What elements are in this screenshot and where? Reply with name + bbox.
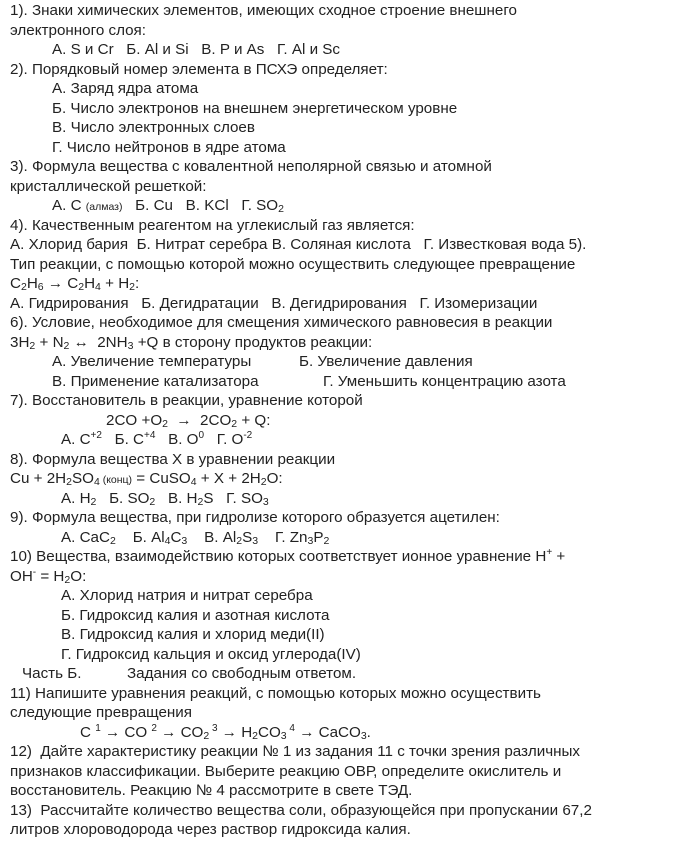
q8-option-d: Г. SO — [226, 489, 263, 507]
q11-chain-part: → CO — [156, 723, 204, 741]
q9-option-a: А. CaC — [61, 528, 110, 546]
q3-option-a: А. С — [52, 197, 82, 214]
q5-eq-part: H — [26, 275, 38, 292]
q9-option-c: В. Al — [204, 528, 237, 546]
q8-eq-part: = CuSO — [132, 470, 191, 487]
q9-option-b: Б. Al — [132, 528, 165, 546]
q6-options-row2 — [10, 372, 675, 392]
q10-option-d: Г. Гидроксид кальция и оксид углерода(IV) — [61, 645, 361, 663]
q5-eq-sub: 2 — [129, 281, 136, 293]
q10-stem-sup: - — [32, 566, 37, 578]
q11-chain-sub: 2 — [252, 729, 259, 742]
q10-stem-part: = H — [36, 567, 65, 585]
q2-stem: 2). Порядковый номер элемента в ПСХЭ определяет: — [10, 60, 388, 78]
q7-option-a: А. C — [61, 431, 91, 448]
q10-stem-line1 — [10, 547, 675, 567]
q9-option-c-sub: 2 — [236, 534, 243, 547]
q10-stem-line2 — [10, 567, 675, 587]
q11-chain — [10, 723, 675, 743]
q6-option-b: Б. Увеличение давления — [299, 353, 473, 370]
q11-chain-part: → CO — [100, 723, 152, 741]
q7-option-b: Б. C — [114, 431, 144, 448]
q2-option-b: Б. Число электронов на внешнем энергетическом уровне — [52, 99, 458, 117]
q6-stem: 6). Условие, необходимое для смещения химического равновесия в реакции — [10, 314, 553, 331]
q13-line1: 13) Рассчитайте количество вещества соли, образующейся при пропускании 67,2 — [10, 801, 592, 819]
q2-option-a: А. Заряд ядра атома — [52, 80, 199, 97]
q8-eq-sub: 2 — [260, 476, 267, 488]
q4-options: А. Хлорид бария Б. Нитрат серебра В. Соляная кислота Г. Известковая вода 5). — [10, 236, 587, 253]
q10-stem-part: 10) Вещества, взаимодействию которых соответствует ионное уравнение H — [10, 548, 547, 565]
q1-options: А. S и Cr Б. Al и Si В. P и As Г. Al и Sc — [52, 41, 340, 58]
q6-eq-sub: 3 — [127, 339, 134, 352]
q7-option-d: Г. O — [216, 431, 244, 448]
q8-eq-part: Cu + 2H — [10, 470, 67, 487]
q12-line3: восстановитель. Реакцию № 4 рассмотрите в свете ТЭД. — [10, 782, 413, 799]
q9-option-d-mid: P — [313, 528, 324, 546]
q8-option-d-sub: 3 — [262, 495, 269, 508]
q6-option-a: А. Увеличение температуры — [52, 353, 252, 370]
q3-sub: 2 — [278, 203, 284, 215]
q3-options-rest: Б. Cu В. KCl Г. SO — [135, 197, 279, 214]
q9-option-b-sub: 3 — [181, 534, 188, 547]
q3-options — [10, 196, 675, 216]
q9-option-a-sub: 2 — [109, 534, 116, 547]
q10-option-b: Б. Гидроксид калия и азотная кислота — [61, 606, 330, 624]
q9-option-d: Г. Zn — [274, 528, 308, 546]
q5-eq-arrow: → — [43, 275, 68, 292]
q11-step-number: 1 — [95, 722, 101, 734]
q8-equation — [10, 469, 675, 489]
q8-option-a: А. H — [61, 489, 91, 507]
q7-eq-sub: 2 — [162, 417, 168, 430]
q5-eq-part: : — [135, 275, 140, 292]
q2-option-d: Г. Число нейтронов в ядре атома — [52, 138, 286, 156]
q5-eq-part: + H — [100, 275, 130, 292]
q11-chain-part: → CaCO — [294, 723, 361, 741]
q8-eq-sub: 4 — [93, 476, 100, 488]
q11-stem-line1: 11) Напишите уравнения реакций, с помощью которых можно осуществить — [10, 684, 541, 702]
q11-chain-sub: 3 — [280, 729, 287, 742]
q1-stem-line2: электронного слоя: — [10, 21, 146, 39]
q10-stem-part: O: — [70, 567, 87, 585]
q3-stem-line1: 3). Формула вещества с ковалентной неполярной связью и атомной — [10, 158, 492, 175]
q1-stem-line1: 1). Знаки химических элементов, имеющих сходное строение внешнего — [10, 2, 517, 19]
q8-eq-sub: 4 — [190, 476, 197, 488]
q5-eq-sub: 2 — [20, 281, 27, 293]
q9-option-c-sub: 3 — [252, 534, 259, 547]
q5-equation — [10, 274, 675, 294]
q10-stem-sub: 2 — [64, 573, 71, 586]
q11-chain-sub: 3 — [360, 729, 367, 742]
q7-equation — [10, 411, 675, 431]
q3-stem-line2: кристаллической решеткой: — [10, 177, 207, 195]
q7-options — [10, 430, 675, 450]
q8-eq-part: + X + 2H — [196, 470, 261, 487]
q6-option-d: Г. Уменьшить концентрацию азота — [323, 372, 566, 390]
q8-option-b: Б. SO — [109, 489, 150, 507]
q9-option-b-sub: 4 — [164, 534, 171, 547]
q5-stem: Тип реакции, с помощью которой можно осуществить следующее превращение — [10, 255, 576, 273]
q9-option-d-sub: 2 — [323, 534, 330, 547]
q12-line2: признаков классификации. Выберите реакцию ОВР, определите окислитель и — [10, 762, 562, 780]
q11-chain-sub: 2 — [203, 729, 210, 742]
q5-eq-part: H — [84, 275, 96, 292]
q7-eq-part: 2CO +O — [106, 411, 163, 429]
q8-eq-part: SO — [71, 470, 94, 487]
q9-stem: 9). Формула вещества, при гидролизе которого образуется ацетилен: — [10, 509, 500, 526]
q6-eq-part: +Q в сторону продуктов реакции: — [133, 333, 373, 351]
q5-eq-part: C — [10, 275, 21, 292]
q8-option-b-sub: 2 — [149, 495, 156, 508]
q7-option-a-sup: +2 — [90, 430, 102, 441]
q4-stem: 4). Качественным реагентом на углекислый газ является: — [10, 216, 415, 234]
q8-option-c-sub: 2 — [197, 495, 204, 508]
q8-eq-sub: 2 — [66, 476, 72, 488]
q9-option-d-sub: 3 — [307, 534, 314, 547]
q8-eq-part: O: — [266, 470, 283, 487]
q11-chain-part: CO — [258, 723, 281, 741]
q9-option-c-mid: S — [242, 528, 253, 546]
q8-option-c-tail: S — [203, 489, 214, 507]
q8-options — [10, 489, 675, 509]
q11-chain-part: . — [366, 723, 371, 741]
q6-eq-sub: 2 — [29, 339, 36, 352]
q7-eq-part: → 2CO — [167, 411, 232, 429]
q6-options-row1 — [10, 352, 675, 372]
q8-option-a-sub: 2 — [90, 495, 97, 508]
q6-eq-part: 3H — [10, 333, 30, 351]
q11-step-number: 2 — [151, 722, 157, 734]
q3-option-a-note: (алмаз) — [85, 201, 123, 213]
q10-option-a: А. Хлорид натрия и нитрат серебра — [61, 587, 313, 604]
part-b-label: Часть Б. — [22, 665, 82, 682]
q6-equation — [10, 333, 675, 353]
q7-option-b-sup: +4 — [144, 430, 156, 441]
q11-step-number: 4 — [286, 722, 295, 734]
q11-stem-line2: следующие превращения — [10, 704, 193, 721]
q12-line1: 12) Дайте характеристику реакции № 1 из задания 11 с точки зрения различных — [10, 743, 581, 760]
q5-eq-sub: 2 — [78, 281, 85, 293]
q6-eq-sub: 2 — [63, 339, 70, 352]
part-b-header — [10, 664, 675, 684]
q5-eq-sub: 6 — [37, 281, 44, 293]
q9-options — [10, 528, 675, 548]
q6-option-c: В. Применение катализатора — [52, 372, 259, 390]
part-b-title: Задания со свободным ответом. — [127, 665, 357, 682]
q5-eq-part: C — [67, 275, 79, 292]
q6-eq-part: ↔ 2NH — [69, 333, 128, 351]
q2-option-c: В. Число электронных слоев — [52, 119, 255, 136]
q10-stem-part: + — [552, 548, 566, 565]
q7-option-d-sup: -2 — [243, 430, 253, 441]
q8-stem: 8). Формула вещества Х в уравнении реакции — [10, 450, 336, 468]
q11-chain-part: C — [80, 723, 96, 741]
q11-step-number: 3 — [209, 722, 218, 734]
q10-stem-part: OH — [10, 567, 33, 585]
q9-option-b-mid: C — [170, 528, 182, 546]
q10-option-c: В. Гидроксид калия и хлорид меди(II) — [61, 626, 325, 643]
q5-options: А. Гидрирования Б. Дегидратации В. Дегидрирования Г. Изомеризации — [10, 294, 538, 312]
q10-stem-sup: + — [546, 547, 553, 558]
q8-option-c: В. H — [167, 489, 198, 507]
q11-chain-part: → H — [217, 723, 253, 741]
q7-eq-part: + Q: — [237, 411, 271, 429]
q7-stem: 7). Восстановитель в реакции, уравнение которой — [10, 392, 363, 409]
q7-option-c-sup: 0 — [198, 430, 205, 441]
q13-line2: литров хлороводорода через раствор гидроксида калия. — [10, 821, 411, 838]
q5-eq-sub: 4 — [95, 281, 101, 293]
q8-eq-note: (конц) — [99, 474, 133, 486]
q7-option-c: В. O — [168, 431, 199, 448]
q7-eq-sub: 2 — [231, 417, 238, 430]
q6-eq-part: + N — [35, 333, 64, 351]
